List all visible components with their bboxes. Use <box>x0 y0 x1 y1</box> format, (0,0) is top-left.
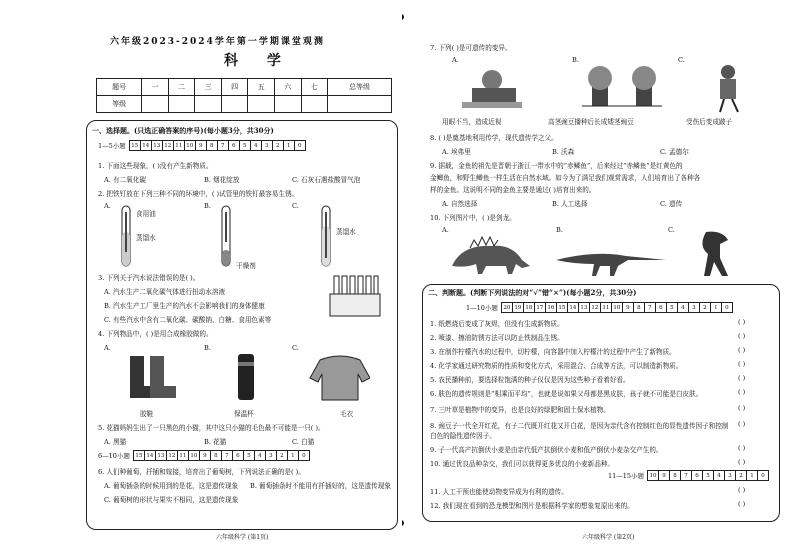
q7-caption-b: 高茎豌豆播种后长成矮茎豌豆 <box>548 118 634 126</box>
score-grid-cell[interactable]: 2 <box>272 141 283 151</box>
question-6: 6. 人们种葡萄，扦插和嫁接，培育出了葡萄树，下列说法正确的是( )。 <box>98 468 305 476</box>
score-grid-cell[interactable]: 11 <box>179 452 187 459</box>
question-2: 2. 把铁钉放在下列三种不同的环境中，( )试管里的铁钉最容易生锈。 <box>98 190 299 198</box>
score-grid-cell[interactable]: 3 <box>265 451 276 461</box>
q4-option-c: C. <box>292 344 299 352</box>
score-grid-cell[interactable]: 0 <box>721 303 732 313</box>
score-grid-cell[interactable]: 0 <box>758 471 769 481</box>
q2-option-b: B. <box>204 202 211 210</box>
q5-option-c: C. 白猫 <box>292 438 315 446</box>
q7-option-c: C. <box>678 56 685 64</box>
q7-option-b: B. <box>572 56 579 64</box>
score-grid-cell[interactable]: 19 <box>514 304 522 311</box>
question-9-line-1: 9. 据载，金鱼的祖先是晋朝于浙江一带水中的“赤鳞鱼”，后来经过“赤鳞鱼”是红黄色的 <box>430 162 683 170</box>
score-header-cell: 六 <box>274 79 301 96</box>
exam-title: 六年级2023-2024学年第一学期课堂观测 <box>110 37 325 47</box>
answer-grid-4 <box>608 470 769 481</box>
answer-grid-2 <box>98 450 310 461</box>
score-grid-cell[interactable]: 5 <box>666 303 677 313</box>
question-1: 1. 下面这些现象，( )没有产生新物质。 <box>98 162 213 170</box>
q2-option-a: A. <box>104 202 111 210</box>
score-input-cell[interactable] <box>328 96 392 113</box>
label-oil: 食用油 <box>136 210 156 218</box>
q5-option-b: B. 花猫 <box>204 438 227 446</box>
score-header-cell: 三 <box>195 79 222 96</box>
score-grid-cell[interactable]: 8 <box>210 451 221 461</box>
score-grid-cell[interactable]: 10 <box>613 304 621 311</box>
score-header-cell: 四 <box>221 79 248 96</box>
score-row2-label: 等级 <box>97 96 142 113</box>
score-grid-cell[interactable]: 17 <box>536 304 544 311</box>
score-grid-cell[interactable]: 7 <box>217 141 228 151</box>
score-grid-cell[interactable]: 10 <box>649 472 657 479</box>
dinosaur-illustration <box>446 226 762 278</box>
page-2-footer: 六年级科学 (第2页) <box>582 534 635 541</box>
score-header-cell: 五 <box>248 79 275 96</box>
products-illustration <box>120 350 370 404</box>
question-3: 3. 下列关于汽水说法错误的是( )。 <box>98 274 200 282</box>
score-grid-cell[interactable]: 15 <box>135 452 143 459</box>
tf-question: 4. 化学家通过研究物质的性质和变化方式，采用混合、合成等方法，可以制造新物质。 <box>430 362 683 370</box>
score-grid-cell[interactable]: 6 <box>655 303 666 313</box>
tf-answer-blank[interactable]: ( ) <box>738 500 746 508</box>
score-grid-cell[interactable]: 0 <box>298 451 309 461</box>
score-input-cell[interactable] <box>221 96 248 113</box>
q7-caption-a: 用眼不当，造成近视 <box>442 118 502 126</box>
variation-illustration <box>442 62 762 114</box>
score-grid-cell[interactable]: 5 <box>239 141 250 151</box>
answer-grid-1 <box>98 140 306 151</box>
score-header-cell: 总等级 <box>328 79 392 96</box>
tf-answer-blank[interactable]: ( ) <box>738 318 746 326</box>
q9-option-b: B. 人工选择 <box>552 200 588 208</box>
score-grid-cell[interactable]: 3 <box>725 471 736 481</box>
score-grid-cell[interactable]: 15 <box>558 304 566 311</box>
q3-option-a: A. 汽水生产二氧化碳气体进行扭动水溶液 <box>104 288 226 296</box>
score-grid-cell[interactable]: 9 <box>659 471 670 481</box>
q6-option-a: A. 葡萄插条的时候用到的是花，这是遗传现象 <box>104 482 239 490</box>
score-grid-cell[interactable]: 5 <box>703 471 714 481</box>
grid-label: 6—10小题 <box>98 452 130 460</box>
score-input-cell[interactable] <box>274 96 301 113</box>
q5-option-a: A. 黑猫 <box>104 438 127 446</box>
score-grid-cell[interactable]: 3 <box>261 141 272 151</box>
score-grid-cell[interactable]: 18 <box>525 304 533 311</box>
score-grid-cell[interactable]: 0 <box>294 141 305 151</box>
q4-option-b: B. <box>204 344 211 352</box>
score-grid-cell[interactable]: 7 <box>681 471 692 481</box>
page-1 <box>10 8 402 541</box>
score-header-cell: 一 <box>142 79 169 96</box>
q9-option-c: C. 遗传 <box>660 200 683 208</box>
label-water-c: 蒸馏水 <box>336 228 356 236</box>
section-2-title: 二、判断题。(判断下列说法的对“√”错“×”)(每小题2分，共30分) <box>428 288 637 297</box>
q10-option-a: A. <box>442 226 449 234</box>
score-grid-cell[interactable]: 13 <box>157 452 165 459</box>
tf-answer-blank[interactable]: ( ) <box>738 404 746 412</box>
q8-option-b: B. 沃森 <box>552 148 575 156</box>
question-4: 4. 下列物品中，( )是用合成橡胶做的。 <box>98 330 213 338</box>
q6-option-b: B. 葡萄插条时不能用有扦插好的，这是遗传现象 <box>250 482 391 490</box>
score-grid-cell[interactable]: 4 <box>714 471 725 481</box>
score-grid-cell[interactable]: 6 <box>228 141 239 151</box>
grid-label: 1—5小题 <box>98 142 126 150</box>
tf-question: 8. 豌豆子一代全开红花，有子二代既开红花又开白花，是因为亲代含有控制红色的显性遗传因子和控制白色的隐性遗传因子。 <box>430 422 729 440</box>
score-grid-cell[interactable]: 11 <box>602 304 610 311</box>
score-grid-cell[interactable]: 1 <box>287 451 298 461</box>
score-grid-cell[interactable]: 10 <box>190 452 198 459</box>
score-grid-cell[interactable]: 9 <box>199 451 210 461</box>
score-header-cell: 七 <box>301 79 328 96</box>
q10-option-b: B. <box>556 226 563 234</box>
q10-option-c: C. <box>668 226 675 234</box>
page-2 <box>412 8 784 541</box>
q8-option-c: C. 孟德尔 <box>660 148 689 156</box>
label-water-a: 蒸馏水 <box>136 234 156 242</box>
score-grid-cell[interactable]: 1 <box>710 303 721 313</box>
score-header-cell: 二 <box>168 79 195 96</box>
score-grid-cell[interactable]: 7 <box>644 303 655 313</box>
q3-option-b: B. 汽水生产工厂里生产的汽水不会影响我们的身体健康 <box>104 302 265 310</box>
question-5: 5. 花猫妈妈生出了一只黑色的小猫，其中这只小猫的毛色最不可能是一只( )。 <box>98 424 325 432</box>
tf-question: 5. 农民播种前，要选择粒饱满的种子仅仅是因为这些种子看着好看。 <box>430 376 630 384</box>
score-grid-cell[interactable]: 14 <box>146 452 154 459</box>
score-grid-cell[interactable]: 5 <box>243 451 254 461</box>
page-1-footer: 六年级科学 (第1页) <box>216 534 269 541</box>
soda-crate-illustration <box>326 272 384 320</box>
score-grid-cell[interactable]: 1 <box>747 471 758 481</box>
score-grid-cell[interactable]: 16 <box>547 304 555 311</box>
score-grid-cell[interactable]: 14 <box>569 304 577 311</box>
tf-question: 7. 三叶草是植物中的变异，也是良好的绿肥和固土保水植物。 <box>430 406 610 414</box>
q4-option-a: A. <box>104 344 111 352</box>
grid-label: 11—15小题 <box>608 472 645 480</box>
score-input-cell[interactable] <box>142 96 169 113</box>
question-10: 10. 下列图片中，( )是剑龙。 <box>430 214 516 222</box>
score-input-cell[interactable] <box>248 96 275 113</box>
score-grid-cell[interactable]: 2 <box>699 303 710 313</box>
q1-option-b: B. 烟花绽放 <box>204 176 240 184</box>
tf-question: 6. 肤色的遗传规则是“相乘而平均”，也就是说如果父母都是黑皮肤，孩子就不可能是白皮肤。 <box>430 390 703 398</box>
section-1-title: 一、选择题。(只选正确答案的序号)(每小题3分，共30分) <box>92 126 274 135</box>
caption-thermos: 保温杯 <box>234 410 254 418</box>
tf-question: 12. 我们现在看到的恐龙模型和图片是根据科学家的想象复原出来的。 <box>430 502 634 510</box>
grid-label: 1—10小题 <box>466 304 498 312</box>
subject-title: 科 学 <box>224 53 293 69</box>
tf-question: 3. 在制作柠檬汽水的过程中，切柠檬，向容器中加入柠檬汁的过程中产生了新物质。 <box>430 348 676 356</box>
q6-option-c: C. 葡萄树的形状与果实不相同，这是遗传现象 <box>104 496 239 504</box>
question-8: 8. ( )是奠基地利用传学，现代遗传学之父。 <box>430 134 558 142</box>
score-grid-cell[interactable]: 6 <box>232 451 243 461</box>
tf-answer-blank[interactable]: ( ) <box>738 360 746 368</box>
score-grid-cell[interactable]: 8 <box>670 471 681 481</box>
score-grid-cell[interactable]: 13 <box>153 142 161 149</box>
tf-answer-blank[interactable]: ( ) <box>738 420 746 428</box>
tf-answer-blank[interactable]: ( ) <box>738 346 746 354</box>
tf-answer-blank[interactable]: ( ) <box>738 388 746 396</box>
score-input-cell[interactable] <box>168 96 195 113</box>
score-input-cell[interactable] <box>195 96 222 113</box>
score-table <box>96 78 392 113</box>
answer-grid-3 <box>466 302 733 313</box>
q7-option-a: A. <box>452 56 459 64</box>
tf-answer-blank[interactable]: ( ) <box>738 444 746 452</box>
score-grid-cell[interactable]: 8 <box>633 303 644 313</box>
score-grid-cell[interactable]: 14 <box>142 142 150 149</box>
score-input-cell[interactable] <box>301 96 328 113</box>
score-grid-cell[interactable]: 8 <box>206 141 217 151</box>
score-grid-cell[interactable]: 4 <box>250 141 261 151</box>
question-9-line-2: 金鲫鱼，和野生鲫鱼一样生活在自然水域。如今为了满足我们观赏需求，人们培育出了各种各 <box>430 174 701 182</box>
score-grid-cell[interactable]: 4 <box>254 451 265 461</box>
score-grid-cell[interactable]: 6 <box>692 471 703 481</box>
tf-answer-blank[interactable]: ( ) <box>738 374 746 382</box>
tf-answer-blank[interactable]: ( ) <box>738 458 746 466</box>
score-grid-cell[interactable]: 20 <box>503 304 511 311</box>
caption-sweater: 毛衣 <box>340 410 354 418</box>
score-grid-cell[interactable]: 12 <box>168 452 176 459</box>
q2-option-c: C. <box>292 202 299 210</box>
score-grid-cell[interactable]: 3 <box>688 303 699 313</box>
caption-rubber-boots: 胶鞋 <box>140 410 154 418</box>
score-grid-cell[interactable]: 9 <box>622 303 633 313</box>
question-9-line-3: 样的金鱼。这说明不同的金鱼主要是通过( )培育出来的。 <box>430 186 596 194</box>
q3-option-c: C. 有些汽水中含有二氧化碳、碳酸钠、白糖、食用色素等 <box>104 316 272 324</box>
score-header-cell: 题号 <box>97 79 142 96</box>
q9-option-a: A. 自然选择 <box>442 200 478 208</box>
score-grid-cell[interactable]: 1 <box>283 141 294 151</box>
tf-question: 9. 子一代高产抗倒伏小麦是由亲代低产抗倒伏小麦和低产倒伏小麦杂交产生的。 <box>430 446 663 454</box>
question-7: 7. 下列( )是可遗传的变异。 <box>430 44 512 52</box>
score-grid-cell[interactable]: 12 <box>591 304 599 311</box>
score-grid-cell[interactable]: 13 <box>580 304 588 311</box>
tf-answer-blank[interactable]: ( ) <box>738 486 746 494</box>
tf-answer-blank[interactable]: ( ) <box>738 332 746 340</box>
tf-question: 10. 通过优良品种杂交，我们可以获得更多优良的小麦新品种。 <box>430 460 615 468</box>
score-grid-cell[interactable]: 11 <box>175 142 183 149</box>
q1-option-a: A. 有二氧化碳 <box>104 176 146 184</box>
score-grid-cell[interactable]: 7 <box>221 451 232 461</box>
score-grid-cell[interactable]: 12 <box>164 142 172 149</box>
score-grid-cell[interactable]: 10 <box>186 142 194 149</box>
q8-option-a: A. 埃弗里 <box>442 148 471 156</box>
score-grid-cell[interactable]: 2 <box>276 451 287 461</box>
score-grid-cell[interactable]: 4 <box>677 303 688 313</box>
score-grid-cell[interactable]: 9 <box>195 141 206 151</box>
q7-caption-c: 受伤后变成跛子 <box>686 118 733 126</box>
tf-question: 2. 喷漆、擦油防锈方法可以防止铁制品生锈。 <box>430 334 564 342</box>
tf-question: 1. 纸燃烧后变成了灰烬，但没有生成新物质。 <box>430 320 564 328</box>
score-grid-cell[interactable]: 2 <box>736 471 747 481</box>
q1-option-c: C. 石灰石遇盐酸冒气泡 <box>292 176 361 184</box>
score-grid-cell[interactable]: 15 <box>131 142 139 149</box>
label-desiccant: 干燥剂 <box>236 262 256 270</box>
tf-question: 11. 人工干预也能使动物变异成为有利的遗传。 <box>430 488 568 496</box>
